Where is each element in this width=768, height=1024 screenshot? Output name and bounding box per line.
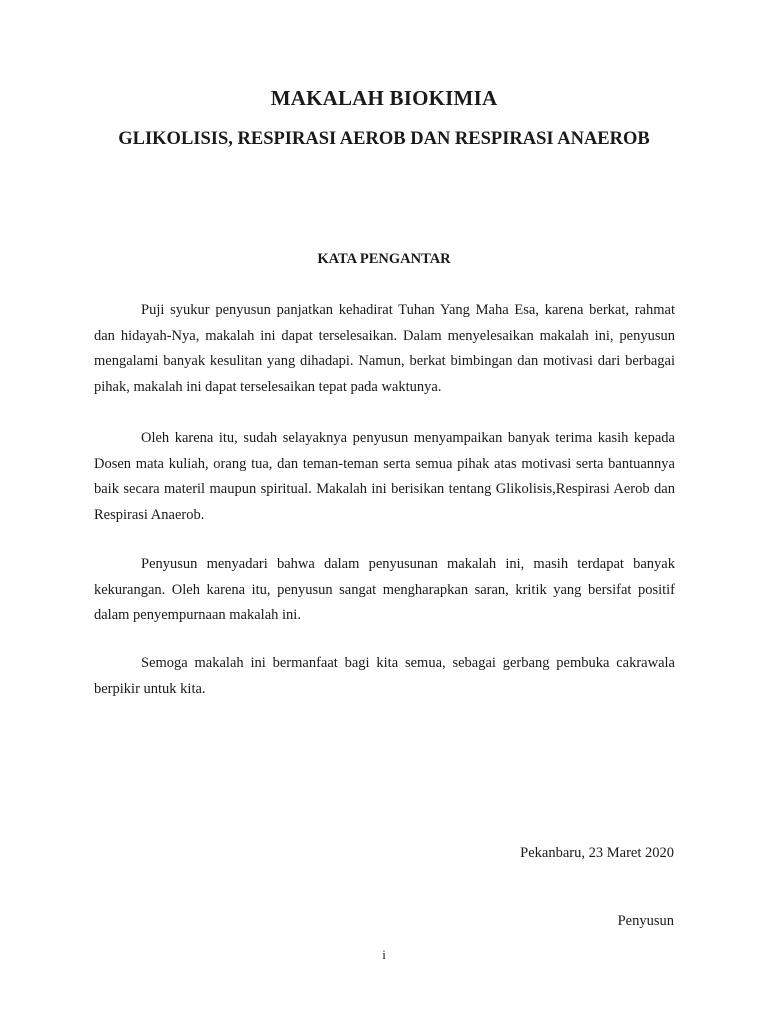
paragraph-2: Oleh karena itu, sudah selayaknya penyusun menyampaikan banyak terima kasih kepada Dosen mata kuliah, orang tua, dan teman-teman serta semua pihak atas motivasi serta bantuannya baik secara materil maupun spiritual. Makalah ini berisikan tentang Glikolisis,Respirasi Aerob dan Respirasi Anaerob. [94,430,675,524]
page-number: i [382,947,386,962]
document-subtitle: GLIKOLISIS, RESPIRASI AEROB DAN RESPIRASI ANAEROB [118,129,650,149]
paragraph-3: Penyusun menyadari bahwa dalam penyusunan makalah ini, masih terdapat banyak kekurangan. Oleh karena itu, penyusun sangat mengharapkan saran, kritik yang bersifat positif dalam penyempurnaan makalah ini. [94,556,675,624]
paragraph-1: Puji syukur penyusun panjatkan kehadirat Tuhan Yang Maha Esa, karena berkat, rahmat dan hidayah-Nya, makalah ini dapat terselesaikan. Dalam menyelesaikan makalah ini, penyusun mengalami banyak kesulitan yang dihadapi. Namun, berkat bimbingan dan motivasi dari berbagai pihak, makalah ini dapat terselesaikan tepat pada waktunya. [94,302,675,396]
section-heading: KATA PENGANTAR [317,251,451,267]
signature-label: Penyusun [617,913,674,929]
paragraph-4: Semoga makalah ini bermanfaat bagi kita semua, sebagai gerbang pembuka cakrawala berpikir untuk kita. [94,655,675,697]
document-title: MAKALAH BIOKIMIA [270,86,498,110]
place-date: Pekanbaru, 23 Maret 2020 [520,845,674,861]
